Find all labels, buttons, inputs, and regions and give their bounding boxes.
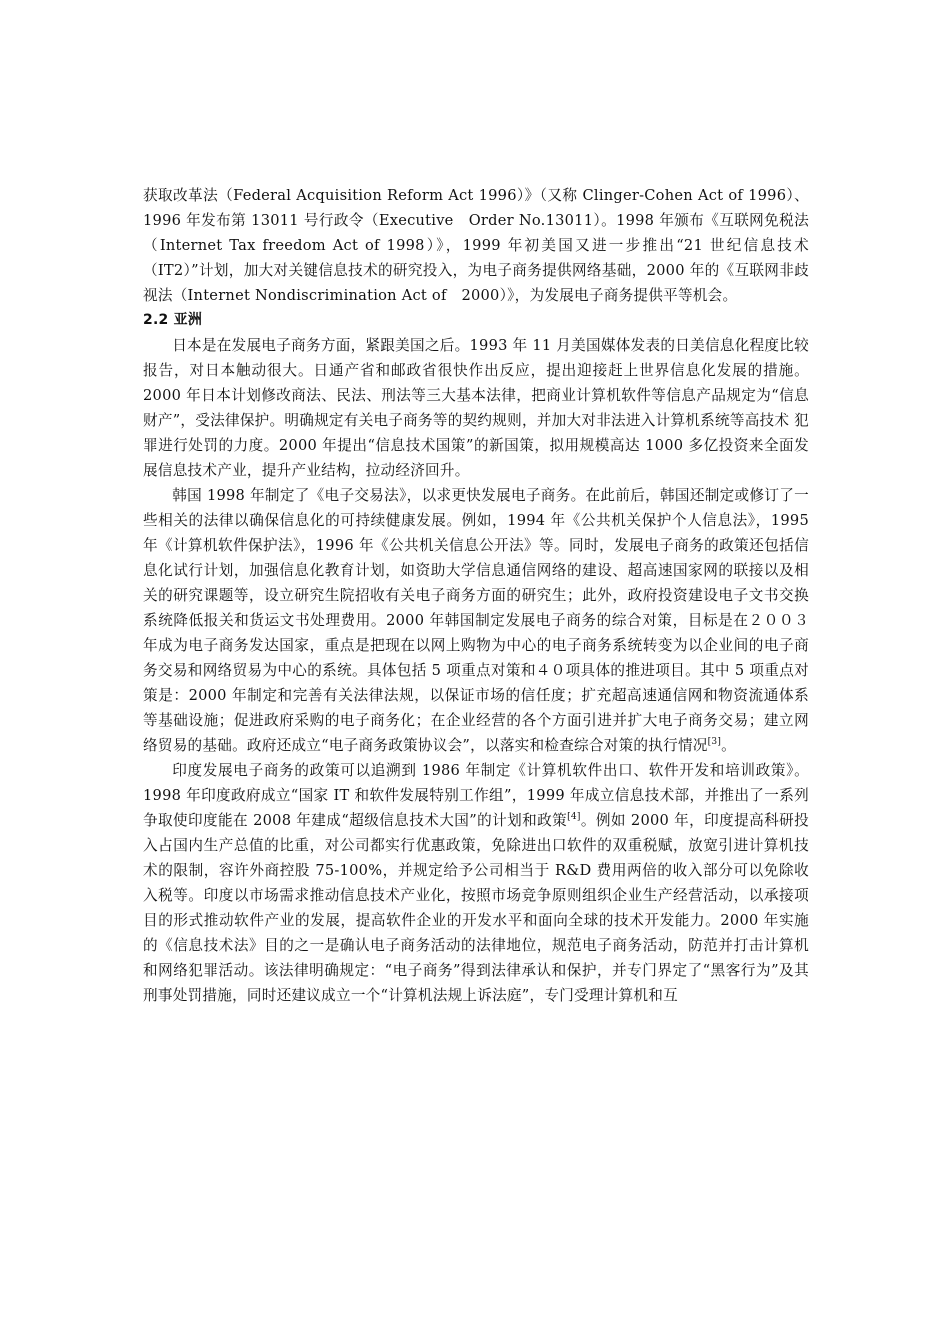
citation-3: [3] — [707, 737, 722, 748]
section-heading-asia: 2.2 亚洲 — [143, 312, 203, 328]
paragraph-us-laws: 获取改革法（Federal Acquisition Reform Act 1996）》（又称 Clinger-Cohen Act of 1996）、1996 年发布第 13011 号行政令（Executive Order No.13011）。1998 年颁布《互联网免税法（Internet Tax freedom Act of 1998）》，1999 年初美国又进一步推出“21 世纪信息技术（IT2）”计划，加大对关键信息技术的研究投入，为电子商务提供网络基础，2000 年的《互联网非歧视法（Internet Nondiscrimination Act of 2000）》，为发展电子商务提供平等机会。 — [143, 187, 809, 304]
paragraph-korea-end: 。 — [721, 737, 737, 754]
paragraph-india-text-b: 。例如 2000 年，印度提高科研投入占国内生产总值的比重，对公司都实行优惠政策，免除进出口软件的双重税赋，放宽引进计算机技术的限制，容许外商控股 75-100%，并规定给予公司相当于 R&D 费用两倍的收入部分可以免除收入税等。印度以市场需求推动信息技术产业化，按照市场竞争原则组织企业生产经营活动，以承接项目的形式推动软件产业的发展，提高软件企业的开发水平和面向全球的技术开发能力。2000 年实施的《信息技术法》目的之一是确认电子商务活动的法律地位，规范电子商务活动，防范并打击计算机和网络犯罪活动。该法律明确规定：“电子商务”得到法律承认和保护，并专门界定了“黑客行为”及其刑事处罚措施，同时还建议成立一个“计算机法规上诉法庭”，专门受理计算机和互 — [143, 812, 810, 1004]
document-page — [143, 183, 809, 1008]
citation-4: [4] — [567, 812, 581, 823]
paragraph-korea — [143, 483, 809, 758]
paragraph-india-text-a: 印度发展电子商务的政策可以追溯到 1986 年制定《计算机软件出口、软件开发和培训政策》。1998 年印度政府成立“国家 IT 和软件发展特别工作组”，1999 年成立信息技术部，并推出了一系列争取使印度能在 2008 年建成“超级信息技术大国”的计划和政策 — [143, 762, 809, 829]
paragraph-japan: 日本是在发展电子商务方面，紧跟美国之后。1993 年 11 月美国媒体发表的日美信息化程度比较报告，对日本触动很大。日通产省和邮政省很快作出反应，提出迎接赶上世界信息化发展的措施。2000 年日本计划修改商法、民法、刑法等三大基本法律，把商业计算机软件等信息产品规定为“信息财产”，受法律保护。明确规定有关电子商务等的契约规则，并加大对非法进入计算机系统等高技术 犯罪进行处罚的力度。2000 年提出“信息技术国策”的新国策，拟用规模高达 1000 多亿投资来全面发展信息技术产业，提升产业结构，拉动经济回升。 — [143, 337, 809, 479]
paragraph-korea-text: 韩国 1998 年制定了《电子交易法》，以求更快发展电子商务。在此前后，韩国还制定或修订了一些相关的法律以确保信息化的可持续健康发展。例如，1994 年《公共机关保护个人信息法》，1995 年《计算机软件保护法》，1996 年《公共机关信息公开法》等。同时，发展电子商务的政策还包括信息化试行计划，加强信息化教育计划，如资助大学信息通信网络的建设、超高速国家网的联接以及相关的研究课题等，设立研究生院招收有关电子商务方面的研究生；此外，政府投资建设电子文书交换系统降低报关和货运文书处理费用。2000 年韩国制定发展电子商务的综合对策，目标是在２００３年成为电子商务发达国家，重点是把现在以网上购物为中心的电子商务系统转变为以企业间的电子商务交易和网络贸易为中心的系统。具体包括 5 项重点对策和４０项具体的推进项目。其中 5 项重点对策是：2000 年制定和完善有关法律法规，以保证市场的信任度；扩充超高速通信网和物资流通体系等基础设施；促进政府采购的电子商务化；在企业经营的各个方面引进并扩大电子商务交易；建立网络贸易的基础。政府还成立“电子商务政策协议会”，以落实和检查综合对策的执行情况 — [143, 487, 809, 754]
paragraph-india — [143, 758, 809, 1008]
